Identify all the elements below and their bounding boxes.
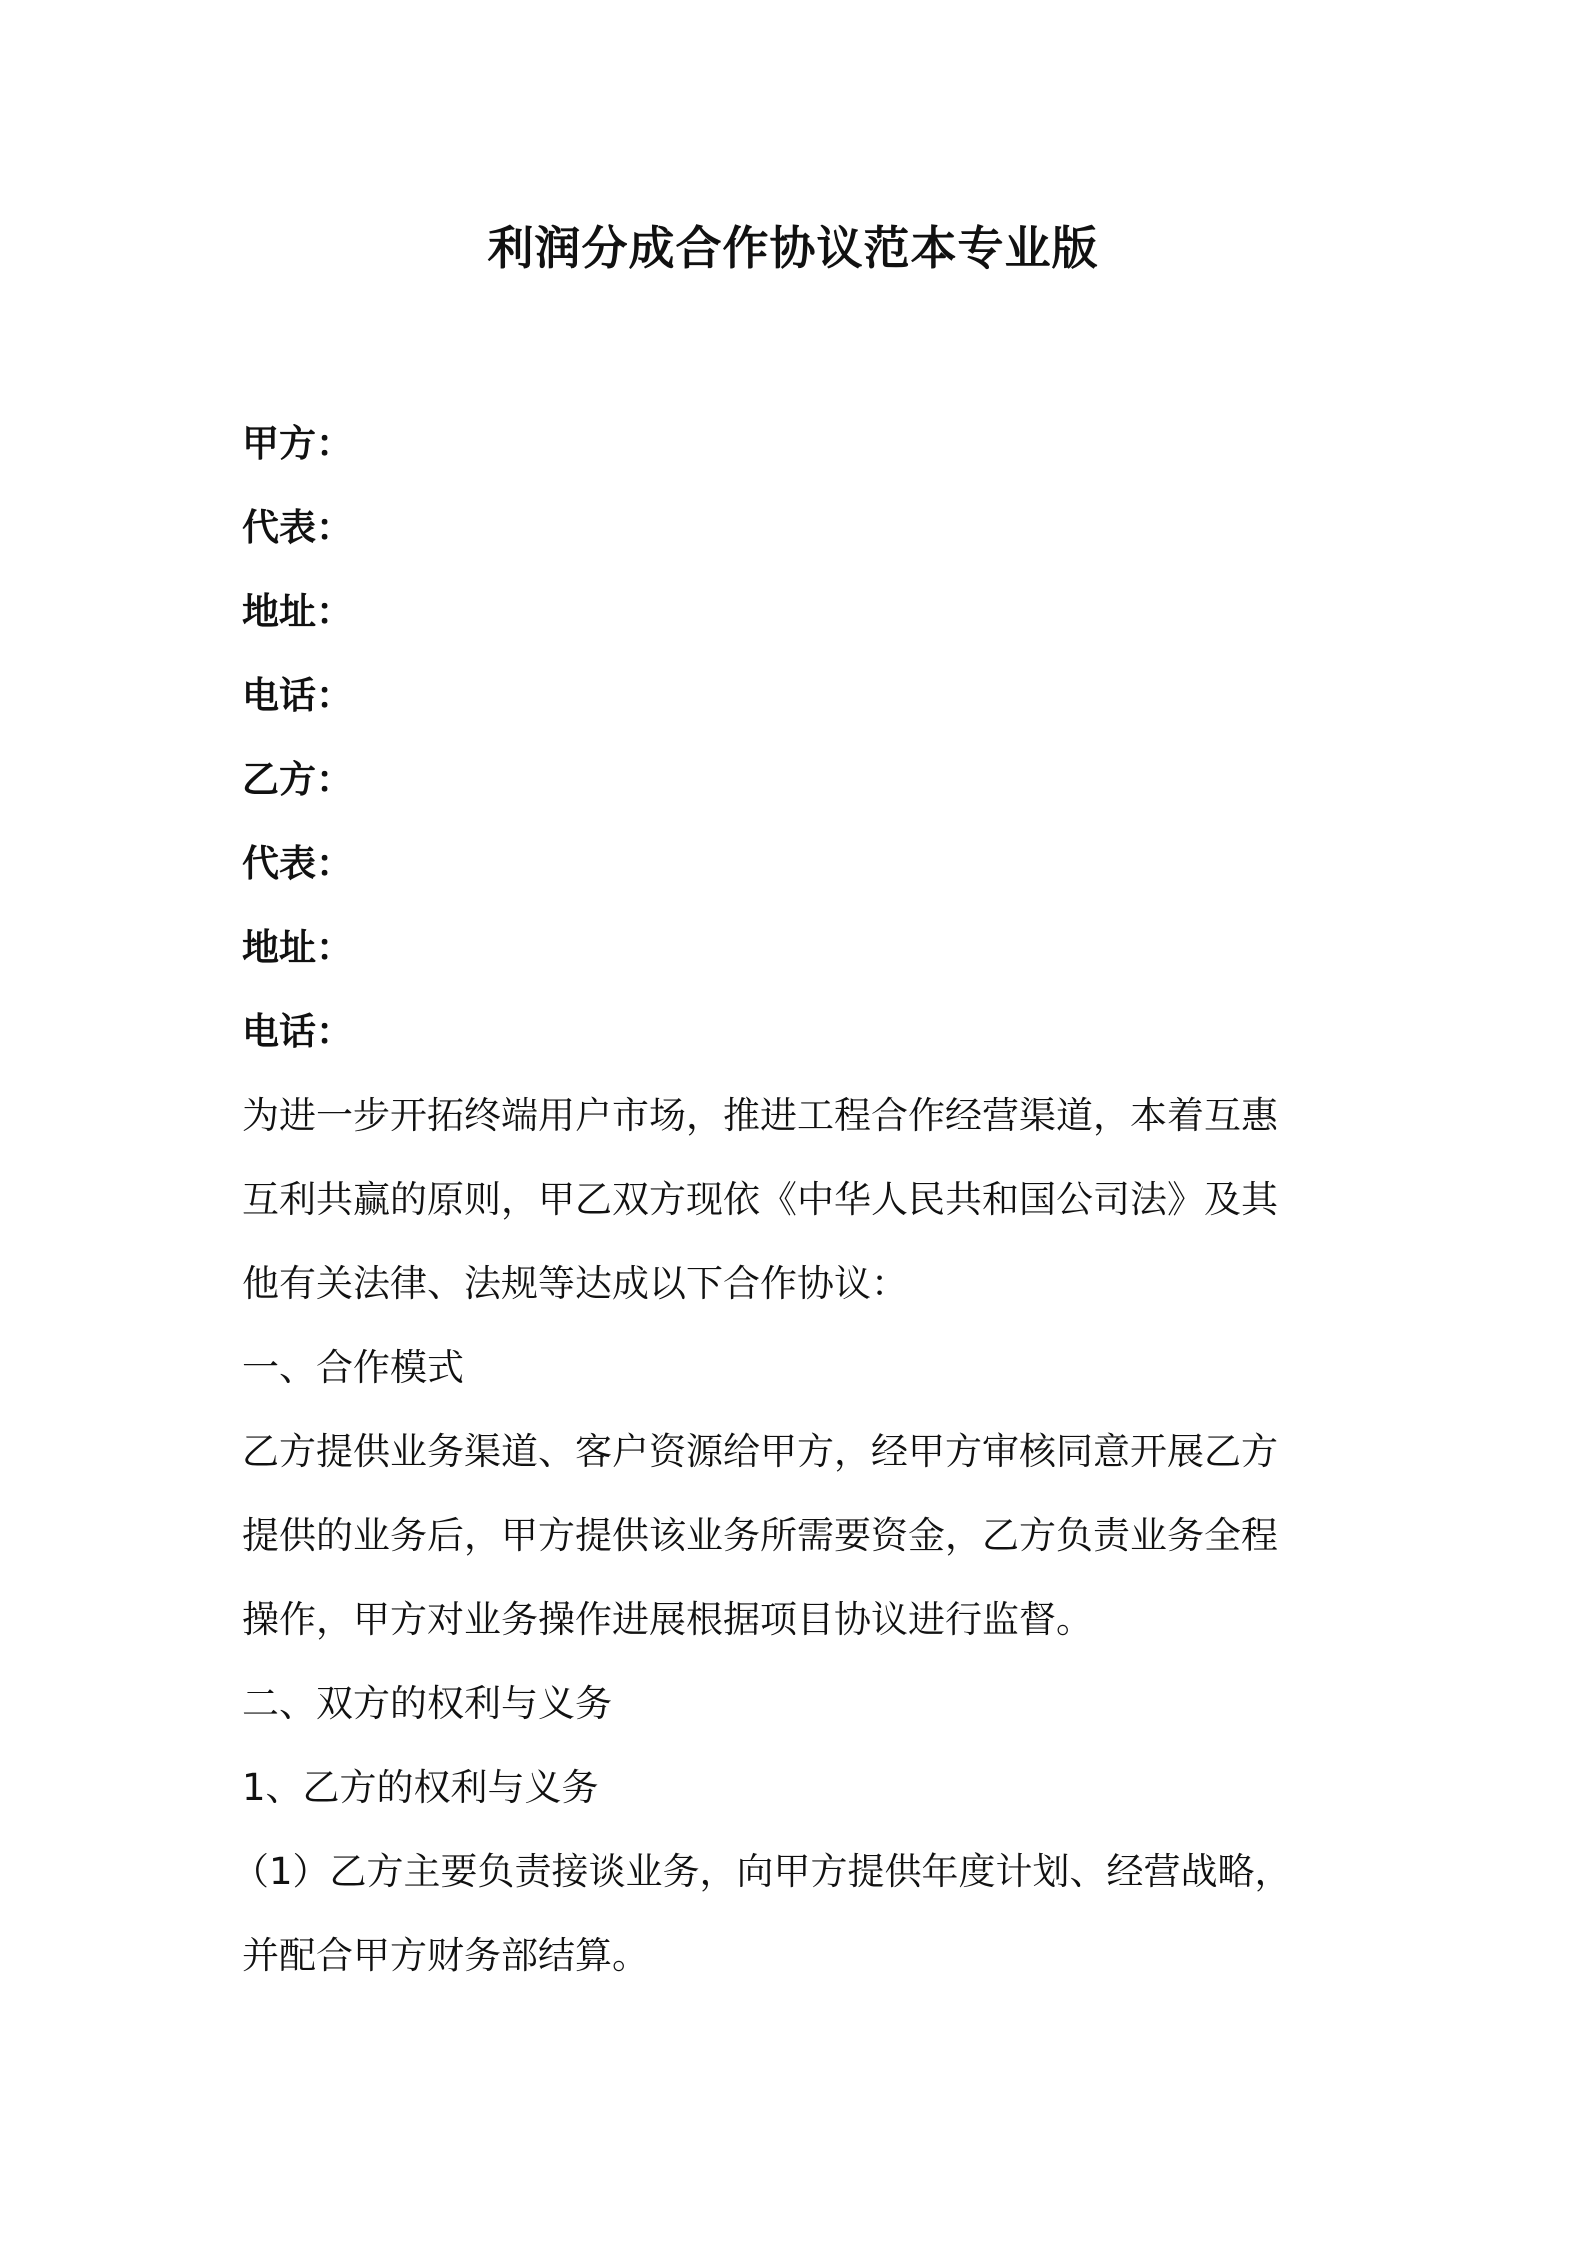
preamble-line-3: 他有关法律、法规等达成以下合作协议： <box>242 1262 908 1305</box>
cooperation-mode-line-2: 提供的业务后，甲方提供该业务所需要资金，乙方负责业务全程 <box>242 1514 1278 1557</box>
party-a-phone-label: 电话： <box>242 674 353 717</box>
party-b-representative-label: 代表： <box>242 842 353 885</box>
preamble-line-2: 互利共赢的原则，甲乙双方现依《中华人民共和国公司法》及其 <box>242 1178 1278 1221</box>
party-a-representative-label: 代表： <box>242 506 353 549</box>
party-b-phone-label: 电话： <box>242 1010 353 1053</box>
party-a-address-label: 地址： <box>242 590 353 633</box>
party-a-label: 甲方： <box>242 422 353 465</box>
document-title: 利润分成合作协议范本专业版 <box>487 221 1099 275</box>
section-heading-rights-obligations: 二、双方的权利与义务 <box>242 1682 612 1725</box>
clause-1-line-1: （1）乙方主要负责接谈业务，向甲方提供年度计划、经营战略， <box>232 1850 1292 1893</box>
preamble-line-1: 为进一步开拓终端用户市场，推进工程合作经营渠道，本着互惠 <box>242 1094 1278 1137</box>
party-b-address-label: 地址： <box>242 926 353 969</box>
section-heading-cooperation-mode: 一、合作模式 <box>242 1346 464 1389</box>
document-body <box>232 402 1362 1998</box>
cooperation-mode-line-1: 乙方提供业务渠道、客户资源给甲方，经甲方审核同意开展乙方 <box>242 1430 1278 1473</box>
clause-1-line-2: 并配合甲方财务部结算。 <box>242 1934 649 1977</box>
subsection-heading-party-b: 1、乙方的权利与义务 <box>242 1766 599 1809</box>
cooperation-mode-line-3: 操作，甲方对业务操作进展根据项目协议进行监督。 <box>242 1598 1093 1641</box>
party-b-label: 乙方： <box>242 758 353 801</box>
